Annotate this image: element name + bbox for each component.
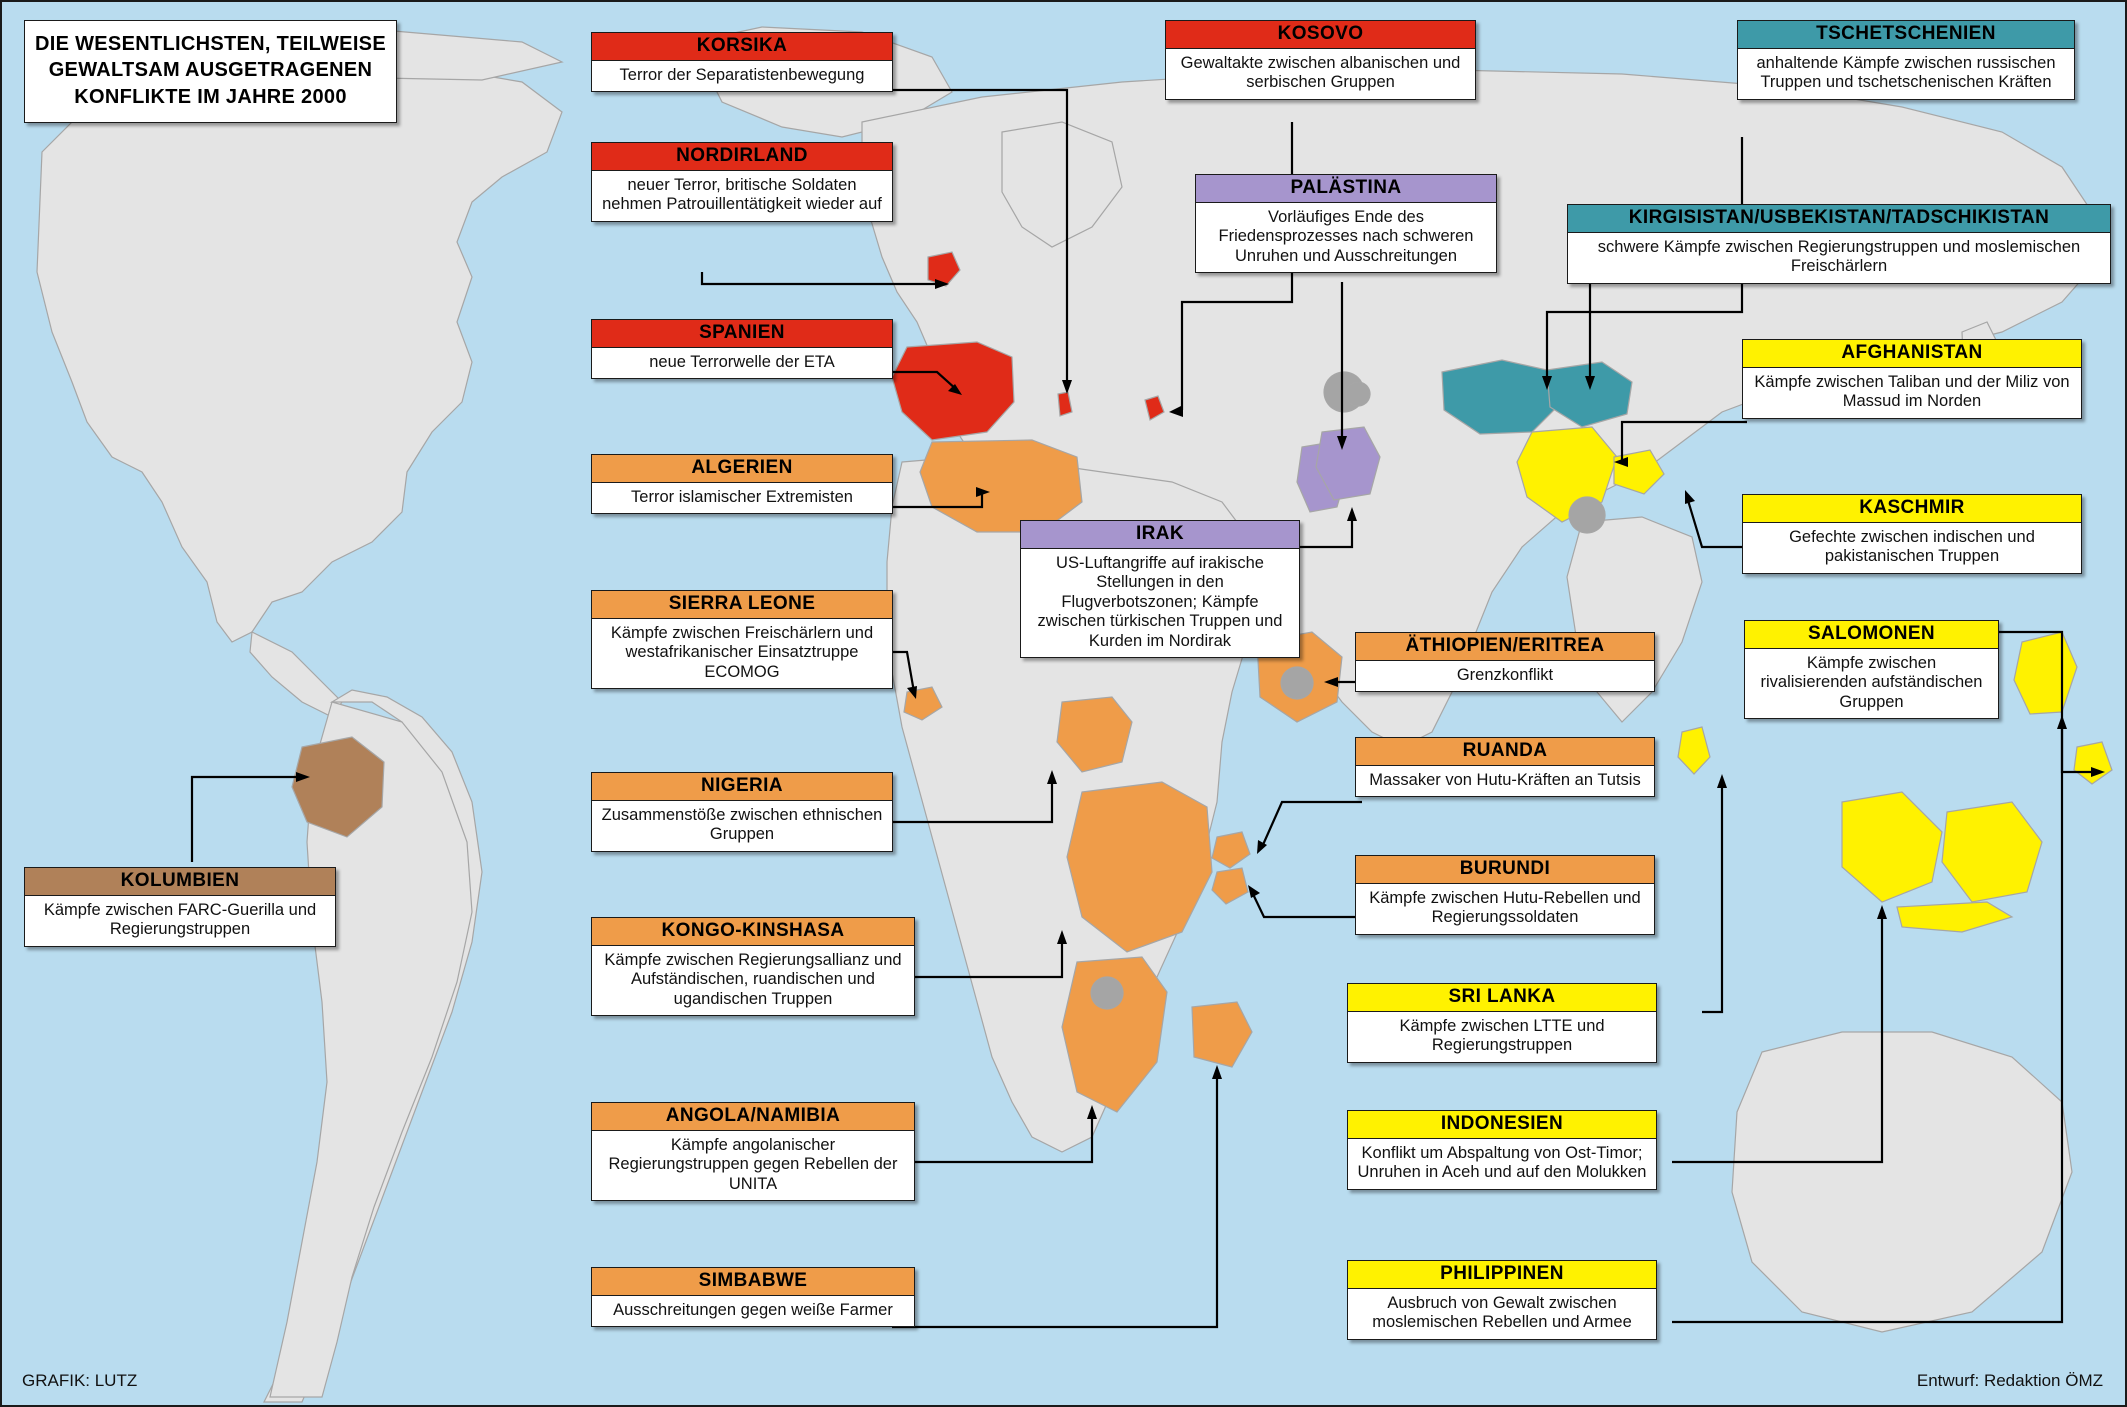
callout-kolumbien-text: Kämpfe zwischen FARC-Guerilla und Regierungstruppen (25, 896, 335, 946)
callout-zentralasien-text: schwere Kämpfe zwischen Regierungstruppen und moslemischen Freischärlern (1568, 233, 2110, 283)
callout-ruanda-text: Massaker von Hutu-Kräften an Tutsis (1356, 766, 1654, 796)
callout-irak-text: US-Luftangriffe auf irakische Stellungen in den Flugverbotszonen; Kämpfe zwischen türkischen Truppen und Kurden im Nordirak (1021, 549, 1299, 657)
callout-kolumbien-title: KOLUMBIEN (25, 868, 335, 896)
region-marker-2 (1569, 497, 1605, 533)
callout-kaschmir-title: KASCHMIR (1743, 495, 2081, 523)
callout-burundi-title: BURUNDI (1356, 856, 1654, 884)
callout-kaschmir[interactable] (1742, 494, 2082, 574)
callout-philippinen[interactable] (1347, 1260, 1657, 1340)
callout-nigeria-text: Zusammenstöße zwischen ethnischen Gruppen (592, 801, 892, 851)
callout-algerien[interactable] (591, 454, 893, 514)
callout-afghanistan-text: Kämpfe zwischen Taliban und der Miliz von Massud im Norden (1743, 368, 2081, 418)
title-line-3: KONFLIKTE IM JAHRE 2000 (74, 85, 347, 108)
region-marker-3 (1281, 667, 1313, 699)
region-marker-4 (1091, 977, 1123, 1009)
callout-indonesien-title: INDONESIEN (1348, 1111, 1656, 1139)
callout-palaestina[interactable] (1195, 174, 1497, 273)
region-marker-5 (1346, 382, 1370, 406)
callout-nigeria-title: NIGERIA (592, 773, 892, 801)
callout-nordirland-title: NORDIRLAND (592, 143, 892, 171)
callout-sri-lanka-title: SRI LANKA (1348, 984, 1656, 1012)
country-indonesia-java (1897, 902, 2012, 932)
country-philippines (2014, 632, 2077, 714)
callout-angola-text: Kämpfe angolanischer Regierungstruppen gegen Rebellen der UNITA (592, 1131, 914, 1200)
country-burundi (1212, 868, 1248, 904)
callout-kongo-title: KONGO-KINSHASA (592, 918, 914, 946)
callout-sierra-leone-title: SIERRA LEONE (592, 591, 892, 619)
country-indonesia-sumatra (1842, 792, 1942, 902)
callout-ruanda[interactable] (1355, 737, 1655, 797)
land-central-america (250, 632, 342, 717)
callout-indonesien-text: Konflikt um Abspaltung von Ost-Timor; Unruhen in Aceh und auf den Molukken (1348, 1139, 1656, 1189)
callout-kosovo-text: Gewaltakte zwischen albanischen und serbischen Gruppen (1166, 49, 1475, 99)
callout-angola-title: ANGOLA/NAMIBIA (592, 1103, 914, 1131)
callout-nordirland[interactable] (591, 142, 893, 222)
country-zimbabwe (1192, 1002, 1252, 1067)
callout-korsika-title: KORSIKA (592, 33, 892, 61)
callout-palaestina-title: PALÄSTINA (1196, 175, 1496, 203)
callout-simbabwe-text: Ausschreitungen gegen weiße Farmer (592, 1296, 914, 1326)
callout-sri-lanka-text: Kämpfe zwischen LTTE und Regierungstruppen (1348, 1012, 1656, 1062)
land-north-america (37, 70, 562, 642)
callout-sierra-leone-text: Kämpfe zwischen Freischärlern und westafrikanischer Einsatztruppe ECOMOG (592, 619, 892, 688)
callout-aethiopien[interactable] (1355, 632, 1655, 692)
callout-kongo[interactable] (591, 917, 915, 1016)
callout-afghanistan-title: AFGHANISTAN (1743, 340, 2081, 368)
country-salomonen (2074, 742, 2112, 784)
callout-kolumbien[interactable] (24, 867, 336, 947)
callout-kosovo-title: KOSOVO (1166, 21, 1475, 49)
callout-tschetschenien-title: TSCHETSCHENIEN (1738, 21, 2074, 49)
callout-spanien-text: neue Terrorwelle der ETA (592, 348, 892, 378)
callout-spanien-title: SPANIEN (592, 320, 892, 348)
land-australia (1732, 1032, 2072, 1332)
callout-aethiopien-text: Grenzkonflikt (1356, 661, 1654, 691)
callout-burundi[interactable] (1355, 855, 1655, 935)
callout-aethiopien-title: ÄTHIOPIEN/ERITREA (1356, 633, 1654, 661)
title-line-1: DIE WESENTLICHSTEN, TEILWEISE (35, 33, 386, 55)
callout-angola[interactable] (591, 1102, 915, 1201)
title-line-2: GEWALTSAM AUSGETRAGENEN (48, 59, 373, 82)
callout-irak-title: IRAK (1021, 521, 1299, 549)
callout-nordirland-text: neuer Terror, britische Soldaten nehmen Patrouillentätigkeit wieder auf (592, 171, 892, 221)
callout-zentralasien[interactable] (1567, 204, 2111, 284)
callout-algerien-text: Terror islamischer Extremisten (592, 483, 892, 513)
callout-simbabwe[interactable] (591, 1267, 915, 1327)
callout-tschetschenien-text: anhaltende Kämpfe zwischen russischen Truppen und tschetschenischen Kräften (1738, 49, 2074, 99)
country-rwanda (1212, 832, 1250, 868)
callout-salomonen-text: Kämpfe zwischen rivalisierenden aufständischen Gruppen (1745, 649, 1998, 718)
callout-kaschmir-text: Gefechte zwischen indischen und pakistanischen Truppen (1743, 523, 2081, 573)
callout-irak[interactable] (1020, 520, 1300, 658)
country-sri-lanka (1678, 727, 1710, 774)
callout-salomonen-title: SALOMONEN (1745, 621, 1998, 649)
callout-sri-lanka[interactable] (1347, 983, 1657, 1063)
callout-simbabwe-title: SIMBABWE (592, 1268, 914, 1296)
callout-kongo-text: Kämpfe zwischen Regierungsallianz und Aufständischen, ruandischen und ugandischen Truppen (592, 946, 914, 1015)
callout-tschetschenien[interactable] (1737, 20, 2075, 100)
callout-indonesien[interactable] (1347, 1110, 1657, 1190)
callout-sierra-leone[interactable] (591, 590, 893, 689)
callout-ruanda-title: RUANDA (1356, 738, 1654, 766)
credit-left: GRAFIK: LUTZ (22, 1371, 138, 1390)
callout-burundi-text: Kämpfe zwischen Hutu-Rebellen und Regierungssoldaten (1356, 884, 1654, 934)
callout-spanien[interactable] (591, 319, 893, 379)
callout-algerien-title: ALGERIEN (592, 455, 892, 483)
callout-salomonen[interactable] (1744, 620, 1999, 719)
callout-nigeria[interactable] (591, 772, 893, 852)
callout-korsika-text: Terror der Separatistenbewegung (592, 61, 892, 91)
callout-afghanistan[interactable] (1742, 339, 2082, 419)
page-title (24, 20, 397, 123)
callout-zentralasien-title: KIRGISISTAN/USBEKISTAN/TADSCHIKISTAN (1568, 205, 2110, 233)
callout-korsika[interactable] (591, 32, 893, 92)
callout-palaestina-text: Vorläufiges Ende des Friedensprozesses nach schweren Unruhen und Ausschreitungen (1196, 203, 1496, 272)
country-indonesia-borneo (1942, 802, 2042, 902)
callout-philippinen-text: Ausbruch von Gewalt zwischen moslemischen Rebellen und Armee (1348, 1289, 1656, 1339)
credit-right: Entwurf: Redaktion ÖMZ (1916, 1371, 2103, 1390)
callout-kosovo[interactable] (1165, 20, 1476, 100)
callout-philippinen-title: PHILIPPINEN (1348, 1261, 1656, 1289)
